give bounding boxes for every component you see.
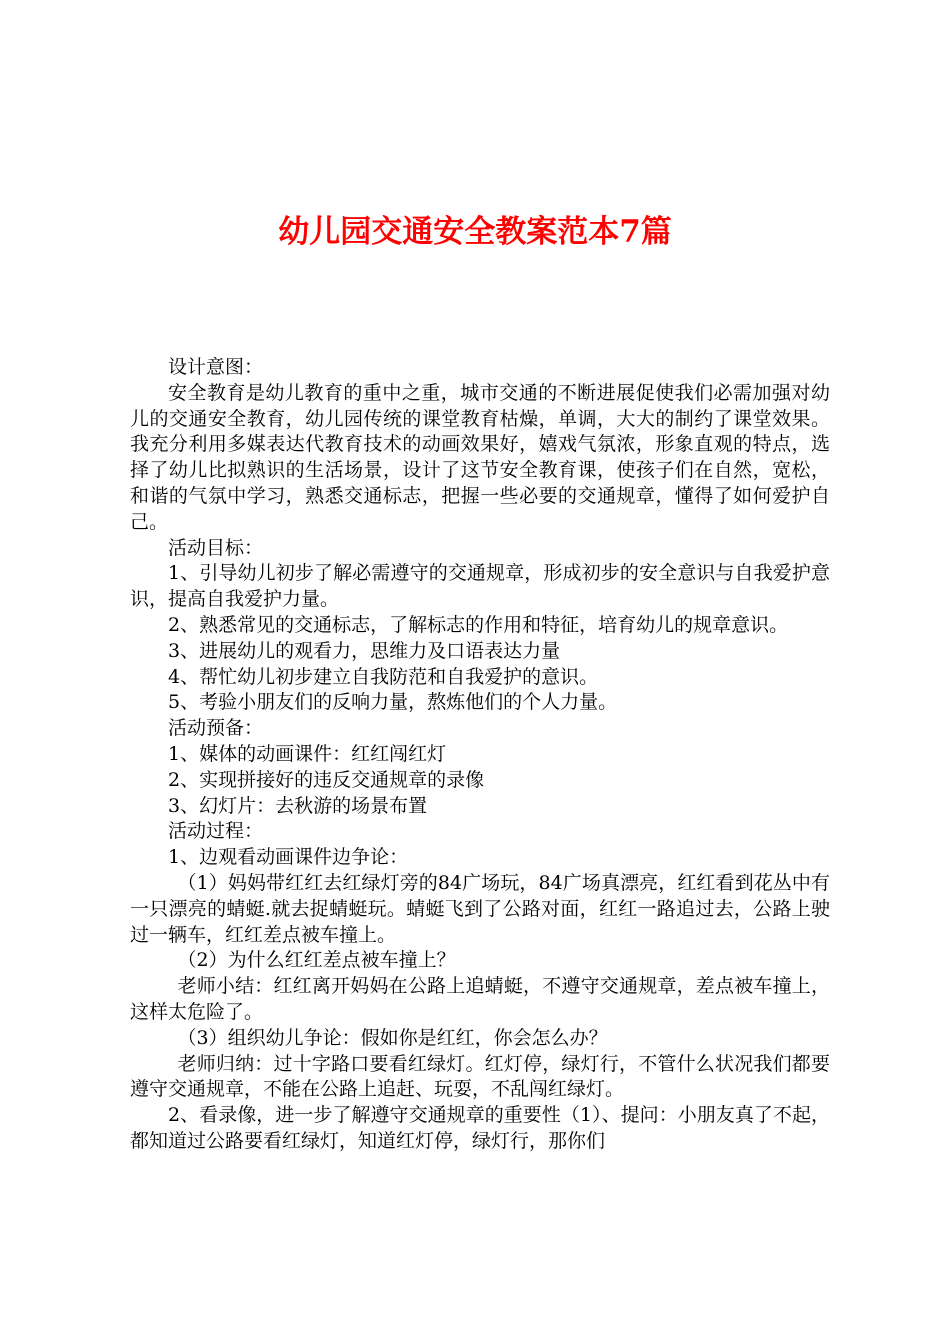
paragraph-preparation-1: 1、媒体的动画课件：红红闯红灯 [168, 742, 447, 765]
paragraph-goal-1: 1、引导幼儿初步了解必需遵守的交通规章，形成初步的安全意识与自我爱护意识，提高自我爱护力量。 [130, 562, 830, 611]
paragraph-process-heading: 活动过程： [168, 820, 264, 843]
paragraph-goal-3: 3、进展幼儿的观看力，思维力及口语表达力量 [168, 639, 561, 662]
paragraph-preparation-2: 2、实现拼接好的违反交通规章的录像 [168, 768, 485, 791]
paragraph-goal-5: 5、考验小朋友们的反响力量，熬炼他们的个人力量。 [168, 691, 618, 714]
paragraph-process-1-3: （3）组织幼儿争论：假如你是红红，你会怎么办？ [177, 1026, 608, 1049]
document-body [130, 355, 830, 1155]
paragraph-design-intent: 安全教育是幼儿教育的重中之重，城市交通的不断进展促使我们必需加强对幼儿的交通安全教育，幼儿园传统的课堂教育枯燥，单调，大大的制约了课堂效果。我充分利用多媒表达代教育技术的动画效果好，嬉戏气氛浓，形象直观的特点，选择了幼儿比拟熟识的生活场景，设计了这节安全教育课，使孩子们在自然，宽松，和谐的气氛中学习，熟悉交通标志，把握一些必要的交通规章，懂得了如何爱护自己。 [130, 381, 830, 533]
paragraph-process-step-2: 2、看录像，进一步了解遵守交通规章的重要性（1）、提问：小朋友真了不起，都知道过公路要看红绿灯，知道红灯停，绿灯行，那你们 [130, 1104, 830, 1152]
document-title: 幼儿园交通安全教案范本7篇 [278, 214, 672, 250]
paragraph-teacher-summary: 老师小结：红红离开妈妈在公路上追蜻蜓，不遵守交通规章，差点被车撞上，这样太危险了。 [130, 975, 830, 1023]
paragraph-preparation-heading: 活动预备： [168, 717, 264, 740]
paragraph-preparation-3: 3、幻灯片：去秋游的场景布置 [168, 794, 428, 817]
paragraph-teacher-conclusion: 老师归纳：过十字路口要看红绿灯。红灯停，绿灯行，不管什么状况我们都要遵守交通规章，不能在公路上追赶、玩耍，不乱闯红绿灯。 [130, 1052, 830, 1101]
paragraph-process-1-1: （1）妈妈带红红去红绿灯旁的84广场玩，84广场真漂亮，红红看到花丛中有一只漂亮的蜻蜓.就去捉蜻蜓玩。蜻蜓飞到了公路对面，红红一路追过去，公路上驶过一辆车，红红差点被车撞上。 [130, 871, 830, 946]
paragraph-design-intent-heading: 设计意图： [168, 356, 264, 378]
paragraph-process-step-1: 1、边观看动画课件边争论： [168, 846, 409, 869]
paragraph-process-1-2: （2）为什么红红差点被车撞上？ [177, 949, 456, 972]
paragraph-goals-heading: 活动目标： [168, 536, 264, 559]
paragraph-goal-4: 4、帮忙幼儿初步建立自我防范和自我爱护的意识。 [168, 665, 599, 688]
paragraph-goal-2: 2、熟悉常见的交通标志，了解标志的作用和特征，培育幼儿的规章意识。 [168, 613, 789, 636]
